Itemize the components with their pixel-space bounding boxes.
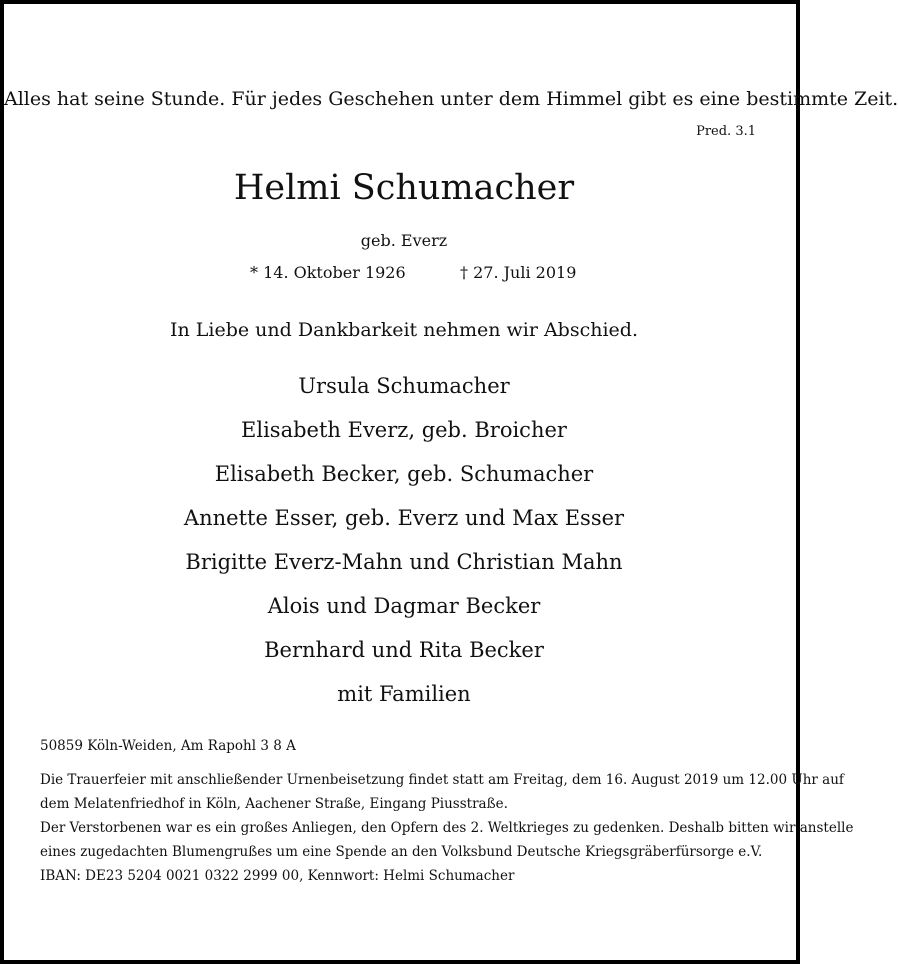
mourner-name: Alois und Dagmar Becker (267, 594, 541, 618)
death-date: † 27. Juli 2019 (460, 263, 577, 282)
mourner-name: Elisabeth Becker, geb. Schumacher (214, 462, 594, 486)
service-details (40, 768, 854, 888)
bible-verse: Alles hat seine Stunde. Für jedes Geschehen unter dem Himmel gibt es eine bestimmte Zeit. (4, 88, 898, 110)
donation-iban: IBAN: DE23 5204 0021 0322 2999 00, Kennwort: Helmi Schumacher (40, 868, 515, 884)
verse-source: Pred. 3.1 (696, 124, 756, 139)
details-line: eines zugedachten Blumengrußes um eine Spende an den Volksbund Deutsche Kriegsgräberfürsorge e.V. (40, 844, 763, 860)
mourner-name: Ursula Schumacher (298, 374, 510, 398)
mourner-name: Elisabeth Everz, geb. Broicher (241, 418, 567, 442)
family-address: 50859 Köln-Weiden, Am Rapohl 3 8 A (40, 738, 296, 754)
mourner-name: Bernhard und Rita Becker (264, 638, 544, 662)
mourner-closing: mit Familien (337, 682, 471, 706)
deceased-name: Helmi Schumacher (233, 168, 575, 208)
details-line: Der Verstorbenen war es ein großes Anliegen, den Opfern des 2. Weltkrieges zu gedenken. Deshalb bitten wir anstelle (40, 820, 854, 836)
birth-date: * 14. Oktober 1926 (250, 263, 406, 282)
mourner-name: Brigitte Everz-Mahn und Christian Mahn (185, 550, 623, 574)
maiden-name: geb. Everz (360, 231, 448, 250)
mourners-list (4, 372, 804, 724)
details-line: dem Melatenfriedhof in Köln, Aachener Straße, Eingang Piusstraße. (40, 796, 508, 812)
farewell-line: In Liebe und Dankbarkeit nehmen wir Abschied. (170, 319, 638, 341)
mourner-name: Annette Esser, geb. Everz und Max Esser (183, 506, 625, 530)
details-line: Die Trauerfeier mit anschließender Urnenbeisetzung findet statt am Freitag, dem 16. August 2019 um 12.00 Uhr auf (40, 772, 844, 788)
